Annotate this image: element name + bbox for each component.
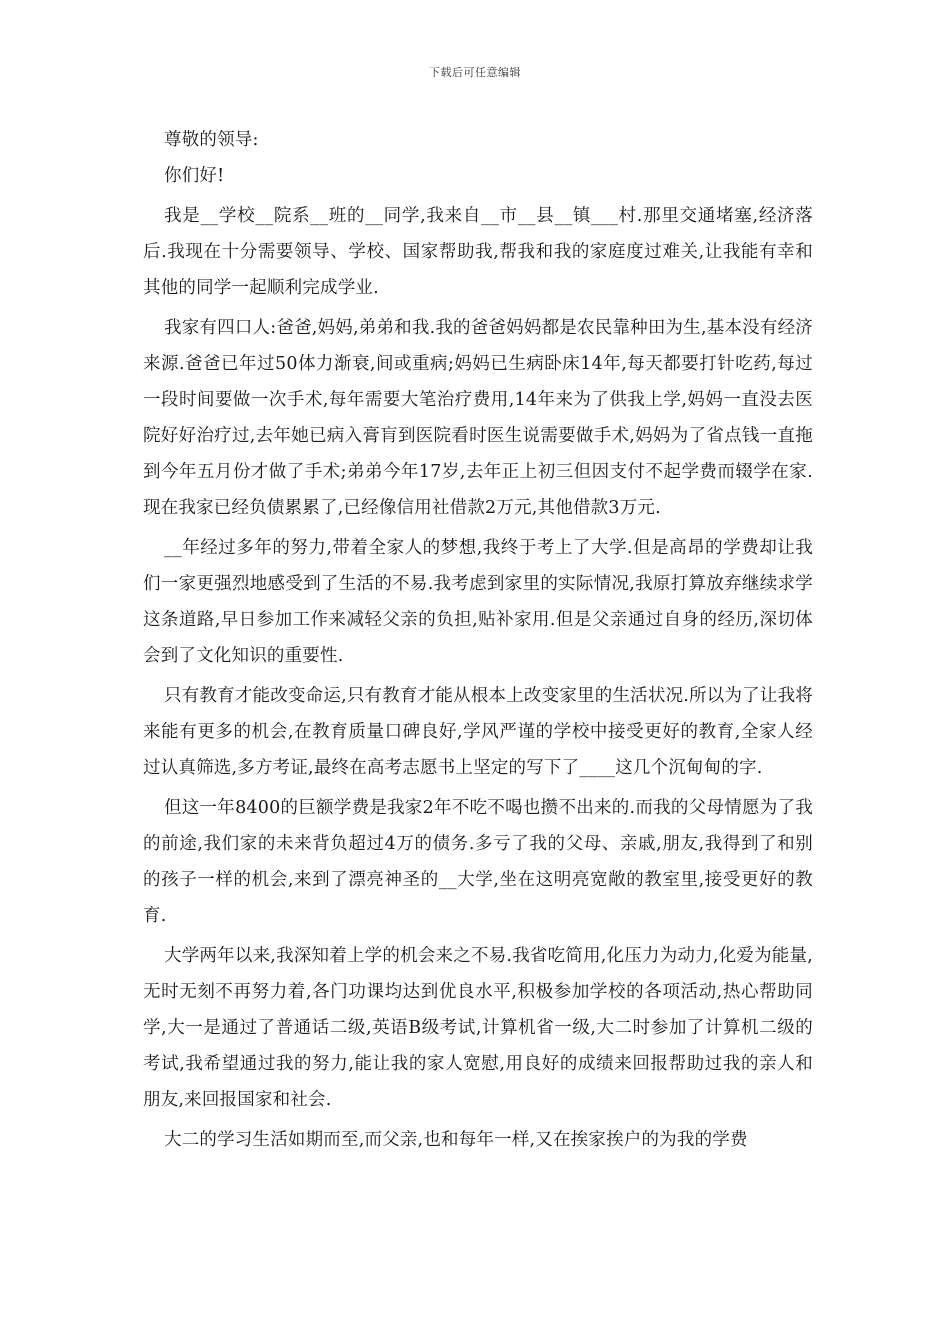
paragraph-7: 大二的学习生活如期而至,而父亲,也和每年一样,又在挨家挨户的为我的学费 [164,1130,748,1150]
paragraph-2: 我家有四口人:爸爸,妈妈,弟弟和我.我的爸爸妈妈都是农民靠种田为生,基本没有经济来源.爸爸已年过50体力渐衰,间或重病;妈妈已生病卧床14年,每天都要打针吃药,每过一段时间要做一次手术,每年需要大笔治疗费用,14年来为了供我上学,妈妈一直没去医院好好治疗过,去年她已病入膏肓到医院看时医生说需要做手术,妈妈为了省点钱一直拖到今年五月份才做了手术;弟弟今年17岁,去年正上初三但因支付不起学费而辍学在家.现在我家已经负债累累了,已经像信用社借款2万元,其他借款3万元. [143,318,813,518]
paragraph-3: __年经过多年的努力,带着全家人的梦想,我终于考上了大学.但是高昂的学费却让我们一家更强烈地感受到了生活的不易.我考虑到家里的实际情况,我原打算放弃继续求学这条道路,早日参加工作来减轻父亲的负担,贴补家用.但是父亲通过自身的经历,深切体会到了文化知识的重要性. [143,538,813,666]
letter-body [143,122,813,1158]
paragraph-6: 大学两年以来,我深知着上学的机会来之不易.我省吃简用,化压力为动力,化爱为能量,无时无刻不再努力着,各门功课均达到优良水平,积极参加学校的各项活动,热心帮助同学,大一是通过了普通话二级,英语B级考试,计算机省一级,大二时参加了计算机二级的考试,我希望通过我的努力,能让我的家人宽慰,用良好的成绩来回报帮助过我的亲人和朋友,来回报国家和社会. [143,946,813,1110]
salutation: 尊敬的领导: [164,130,259,150]
paragraph-4: 只有教育才能改变命运,只有教育才能从根本上改变家里的生活状况.所以为了让我将来能有更多的机会,在教育质量口碑良好,学风严谨的学校中接受更好的教育,全家人经过认真筛选,多方考证,最终在高考志愿书上坚定的写下了____这几个沉甸甸的字. [143,686,813,778]
paragraph-5: 但这一年8400的巨额学费是我家2年不吃不喝也攒不出来的.而我的父母情愿为了我的前途,我们家的未来背负超过4万的债务.多亏了我的父母、亲戚,朋友,我得到了和别的孩子一样的机会,来到了漂亮神圣的__大学,坐在这明亮宽敞的教室里,接受更好的教育. [143,798,813,926]
greeting: 你们好! [164,166,225,186]
page-header: 下载后可任意编辑 [429,66,521,79]
paragraph-1: 我是__学校__院系__班的__同学,我来自__市__县__镇___村.那里交通堵塞,经济落后.我现在十分需要领导、学校、国家帮助我,帮我和我的家庭度过难关,让我能有幸和其他的同学一起顺利完成学业. [143,206,813,298]
